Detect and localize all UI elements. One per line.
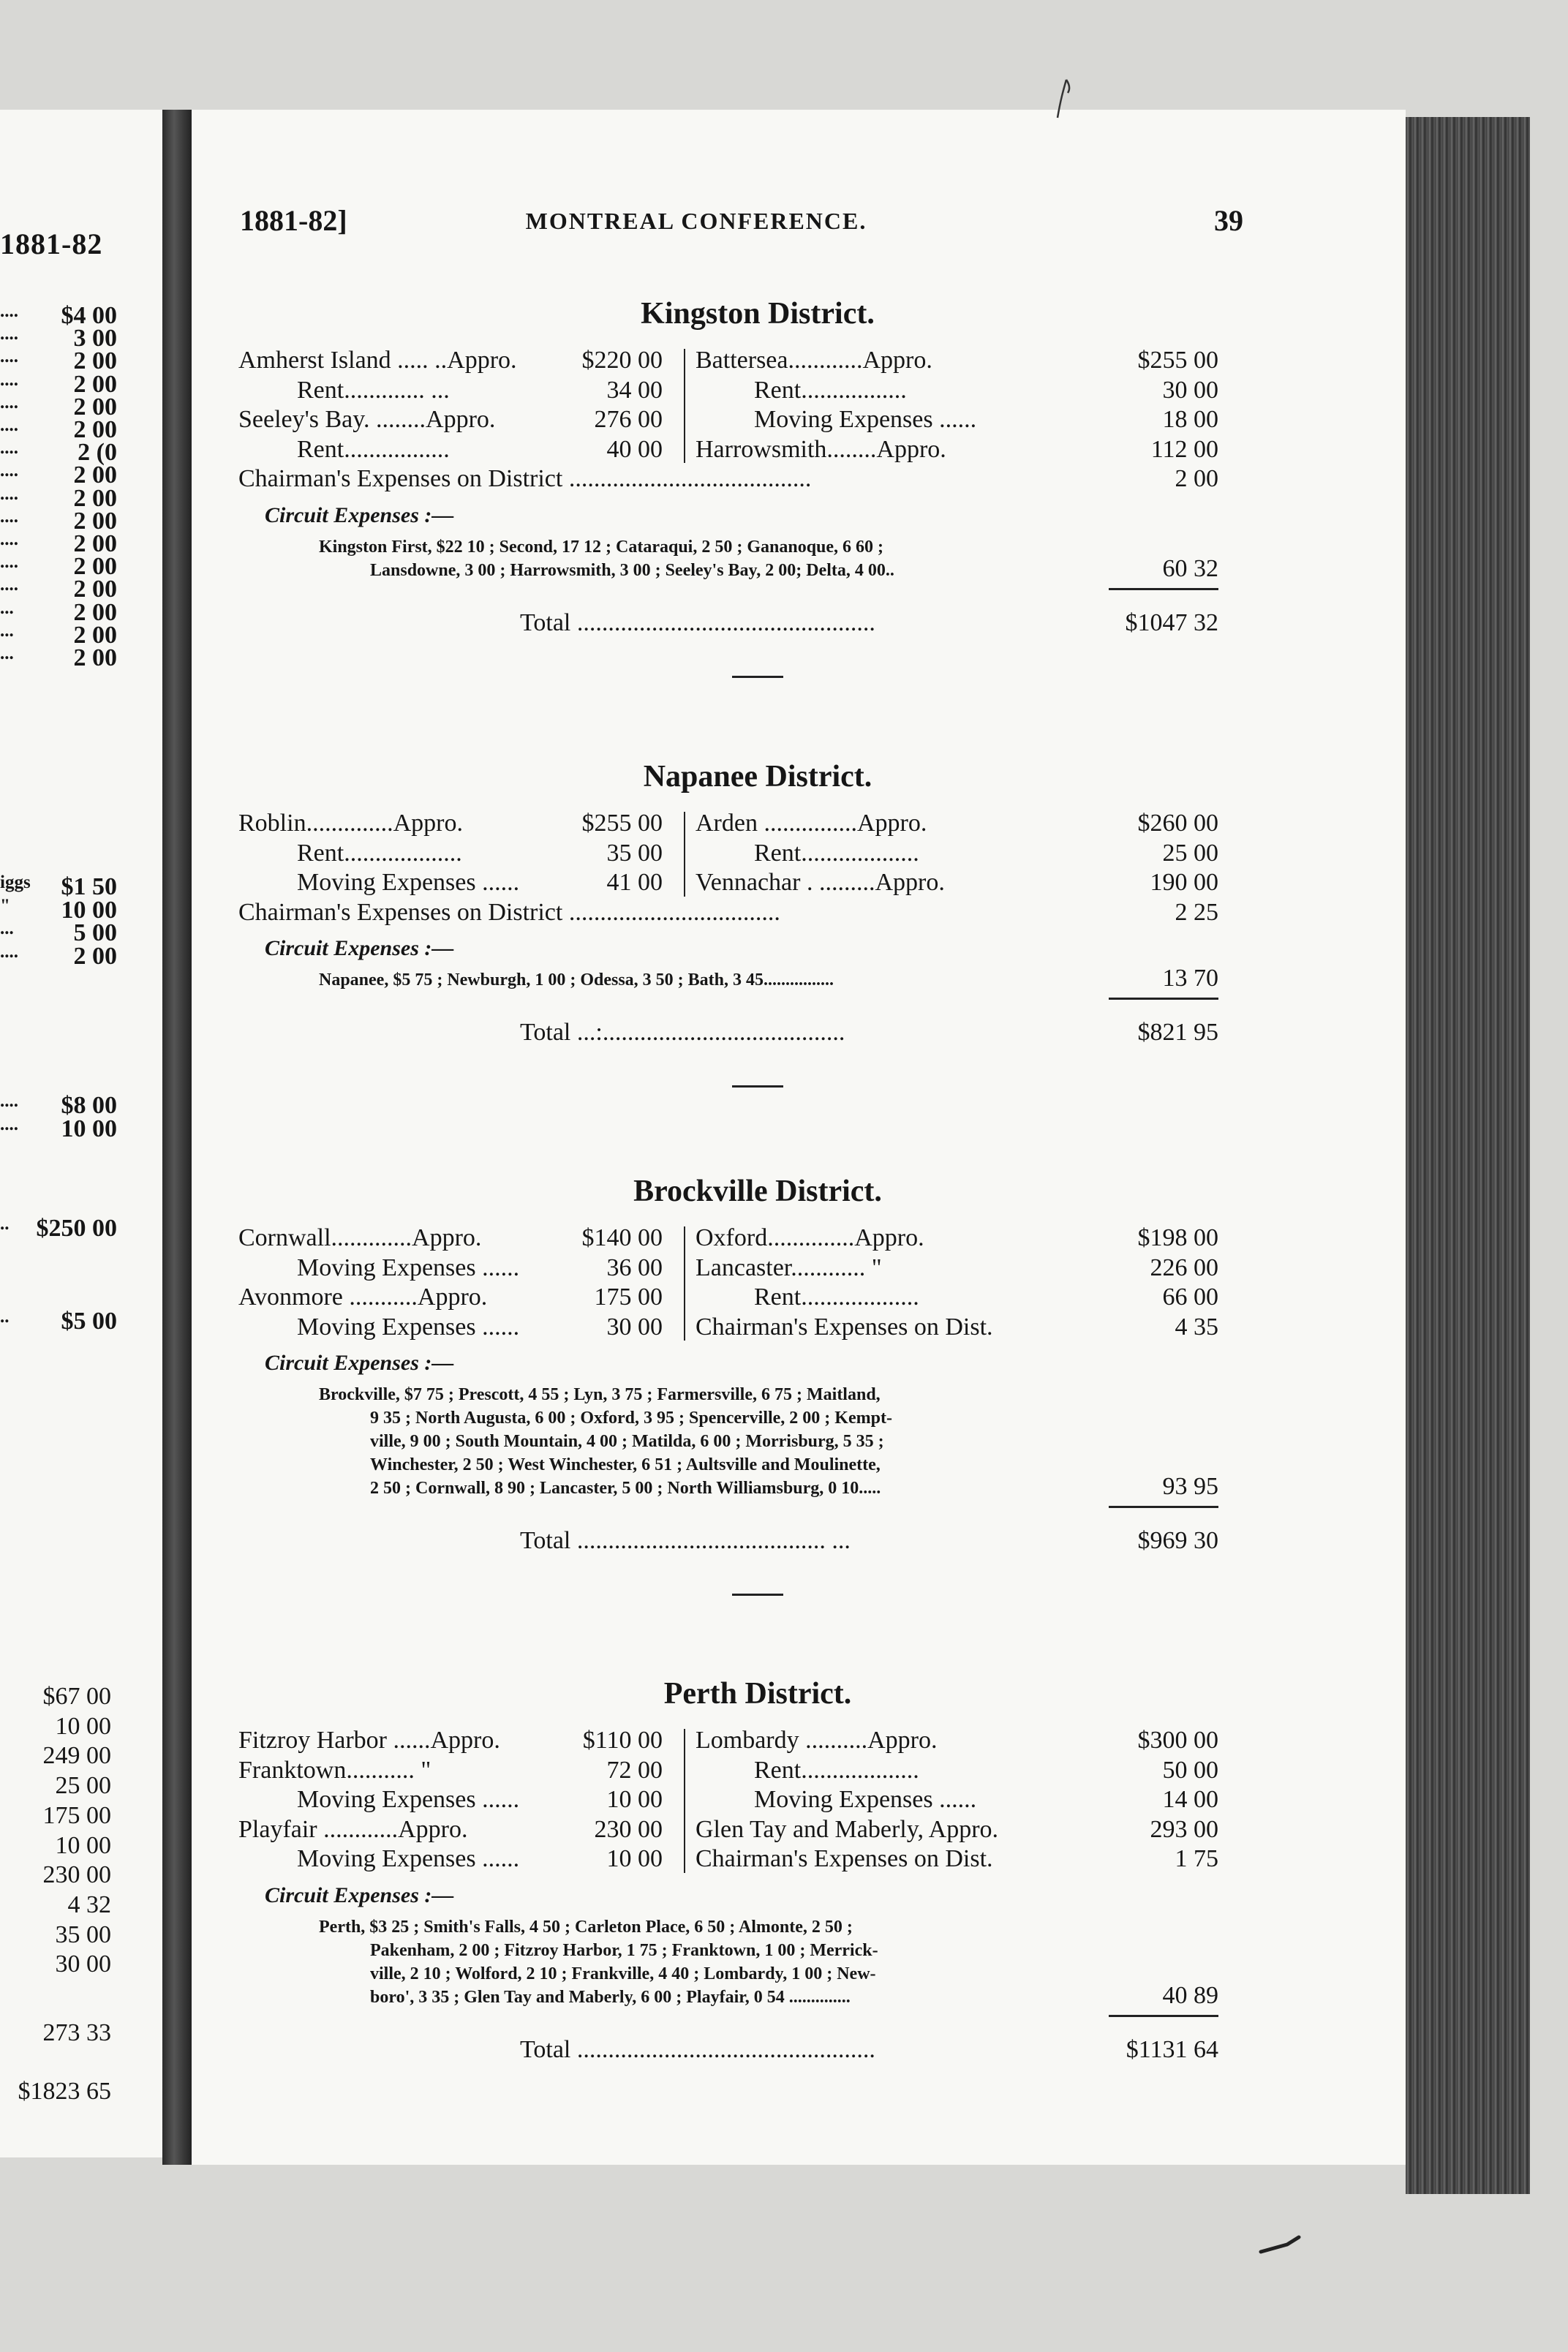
sum-rule [1109,588,1218,590]
running-header-title: MONTREAL CONFERENCE. [525,208,867,234]
previous-page-row: .... 10 00 [0,1114,117,1142]
previous-page-row-5: .. $5 00 [0,1307,117,1335]
column-divider [684,1729,685,1873]
appropriation-amount: 226 00 [1150,1254,1218,1281]
previous-page-amount: 30 00 [55,1950,111,1978]
ink-smudge-icon [1258,2234,1302,2256]
circuit-expenses-heading: Circuit Expenses :— [265,502,454,527]
section-divider [238,676,1277,678]
circuit-expenses-amount: 13 70 [1162,965,1218,992]
previous-page-row: " 10 00 [0,895,117,924]
circuit-expenses-line: boro', 3 35 ; Glen Tay and Maberly, 6 00 ; Playfair, 0 54 .............. [370,1987,851,2007]
previous-page-row: .... 2 00 [0,575,117,603]
circuit-expenses-line: Napanee, $5 75 ; Newburgh, 1 00 ; Odessa, 3 50 ; Bath, 3 45................ [319,970,834,990]
district-total-amount: $969 30 [1137,1527,1218,1554]
previous-page-row: .... $4 00 [0,301,117,329]
district-total-label: Total ...:....................................... [520,1019,845,1046]
appropriation-amount: 10 00 [606,1786,663,1813]
district-section [238,1174,1277,1627]
appropriation-amount: 1 75 [1175,1845,1218,1872]
appropriation-label: Rent............. ... [297,376,450,404]
district-title: Kingston District. [641,297,875,331]
appropriation-label: Arden ...............Appro. [696,810,927,837]
appropriation-amount: $140 00 [581,1224,663,1251]
previous-page-row-250: .. $250 00 [0,1214,117,1242]
appropriation-amount: 10 00 [606,1845,663,1872]
column-divider [684,812,685,897]
appropriation-label: Rent................. [754,376,907,404]
appropriation-amount: $198 00 [1137,1224,1218,1251]
chairman-expenses-amount: 2 00 [1175,465,1218,492]
previous-page-row: .... 2 (0 [0,438,117,467]
district-title: Napanee District. [643,760,872,794]
previous-page-row: .... 2 00 [0,369,117,398]
appropriation-amount: $220 00 [581,347,663,374]
appropriation-label: Moving Expenses ...... [297,1254,520,1281]
appropriation-label: Harrowsmith........Appro. [696,435,946,463]
appropriation-amount: 35 00 [606,839,663,867]
appropriation-amount: 40 00 [606,435,663,463]
appropriation-label: Rent................... [754,839,919,867]
appropriation-label: Lombardy ..........Appro. [696,1727,938,1754]
appropriation-amount: 66 00 [1162,1284,1218,1311]
previous-page-grand-total: $1823 65 [18,2078,111,2105]
appropriation-amount: 50 00 [1162,1756,1218,1784]
section-divider [238,1594,1277,1596]
appropriation-label: Amherst Island ..... ..Appro. [238,347,517,374]
previous-page-amount: 25 00 [55,1772,111,1800]
appropriation-label: Moving Expenses ...... [297,1786,520,1813]
district-total-amount: $1131 64 [1126,2035,1218,2063]
previous-page-amount: 10 00 [55,1712,111,1740]
previous-page-row: .... 2 00 [0,941,117,970]
district-total-amount: $821 95 [1137,1019,1218,1046]
previous-page-row: ... 5 00 [0,919,117,946]
district-total-label: Total ........................................ ... [520,1527,851,1554]
appropriation-amount: $255 00 [1137,347,1218,374]
appropriation-amount: $260 00 [1137,810,1218,837]
appropriation-label: Glen Tay and Maberly, Appro. [696,1815,999,1843]
appropriation-amount: 112 00 [1150,435,1218,463]
appropriation-amount: 41 00 [606,869,663,896]
previous-page-amount: 175 00 [42,1801,111,1829]
running-header-year: 1881-82] [240,204,347,237]
appropriation-label: Fitzroy Harbor ......Appro. [238,1727,500,1754]
previous-page-row: ... 2 00 [0,644,117,671]
previous-page-row: ... 2 00 [0,598,117,626]
appropriation-label: Battersea............Appro. [696,347,932,374]
previous-page-amount: 4 32 [67,1891,111,1918]
circuit-expenses-line: Pakenham, 2 00 ; Fitzroy Harbor, 1 75 ; Franktown, 1 00 ; Merrick- [370,1940,878,1960]
appropriation-amount: $110 00 [582,1727,663,1754]
appropriation-amount: 30 00 [1162,376,1218,404]
appropriation-amount: 34 00 [606,376,663,404]
appropriation-amount: 36 00 [606,1254,663,1281]
chairman-expenses-amount: 2 25 [1175,898,1218,926]
appropriation-amount: 230 00 [594,1815,663,1843]
district-total-label: Total ................................................ [520,608,875,636]
page-number: 39 [1214,204,1243,237]
appropriation-amount: 30 00 [606,1313,663,1341]
appropriation-label: Cornwall.............Appro. [238,1224,482,1251]
previous-page-row: .... 2 00 [0,552,117,581]
district-total-amount: $1047 32 [1125,608,1218,636]
district-title: Brockville District. [633,1175,882,1208]
appropriation-label: Moving Expenses ...... [754,406,977,433]
appropriation-label: Rent................... [754,1756,919,1784]
circuit-expenses-line: Perth, $3 25 ; Smith's Falls, 4 50 ; Carleton Place, 6 50 ; Almonte, 2 50 ; [319,1917,853,1937]
circuit-expenses-amount: 93 95 [1162,1473,1218,1500]
appropriation-amount: 14 00 [1162,1786,1218,1813]
appropriation-amount: 276 00 [594,406,663,433]
appropriation-amount: 18 00 [1162,406,1218,433]
appropriation-label: Rent................. [297,435,450,463]
sum-rule [1109,2015,1218,2017]
previous-page-row: .... $8 00 [0,1091,117,1119]
circuit-expenses-line: 9 35 ; North Augusta, 6 00 ; Oxford, 3 95 ; Spencerville, 2 00 ; Kempt- [370,1409,892,1428]
district-section [238,759,1277,1213]
appropriation-label: Seeley's Bay. ........Appro. [238,406,496,433]
circuit-expenses-line: Winchester, 2 50 ; West Winchester, 6 51 ; Aultsville and Moulinette, [370,1455,881,1474]
appropriation-label: Oxford..............Appro. [696,1224,924,1251]
appropriation-label: Moving Expenses ...... [754,1786,977,1813]
previous-page-row: ... 2 00 [0,620,117,649]
appropriation-label: Moving Expenses ...... [297,1845,520,1872]
appropriation-label: Moving Expenses ...... [297,1313,520,1341]
appropriation-amount: $300 00 [1137,1727,1218,1754]
district-total-label: Total ................................................ [520,2035,875,2063]
previous-page-row: .... 2 00 [0,483,117,512]
previous-page-row: .... 2 00 [0,506,117,535]
appropriation-label: Franktown........... " [238,1756,431,1784]
appropriation-label: Playfair ............Appro. [238,1815,468,1843]
previous-page-row: .... 2 00 [0,347,117,375]
previous-page-row: .... 2 00 [0,461,117,489]
page-block-edge [1406,117,1530,2194]
district-section [238,1676,1277,2130]
circuit-expenses-heading: Circuit Expenses :— [265,1882,454,1907]
appropriation-label: Chairman's Expenses on Dist. [696,1313,993,1341]
appropriation-label: Lancaster............ " [696,1254,882,1281]
column-divider [684,349,685,463]
circuit-expenses-line: Lansdowne, 3 00 ; Harrowsmith, 3 00 ; Seeley's Bay, 2 00; Delta, 4 00.. [370,560,894,580]
previous-page-amount: 10 00 [55,1831,111,1859]
circuit-expenses-line: 2 50 ; Cornwall, 8 90 ; Lancaster, 5 00 ; North Williamsburg, 0 10..... [370,1479,881,1498]
page-39 [192,110,1406,2165]
appropriation-amount: 190 00 [1150,869,1218,896]
circuit-expenses-heading: Circuit Expenses :— [265,1351,454,1375]
appropriation-label: Chairman's Expenses on Dist. [696,1845,993,1872]
previous-page-row: iggs $1 50 [0,872,117,900]
previous-page-amount: 230 00 [42,1861,111,1889]
previous-page-row: .... 2 00 [0,415,117,443]
sum-rule [1109,1506,1218,1508]
circuit-expenses-line: Kingston First, $22 10 ; Second, 17 12 ; Cataraqui, 2 50 ; Gananoque, 6 60 ; [319,537,884,557]
previous-page [0,110,165,2157]
appropriation-label: Vennachar . .........Appro. [696,869,945,896]
appropriation-label: Rent................... [297,839,462,867]
appropriation-label: Rent................... [754,1284,919,1311]
circuit-expenses-heading: Circuit Expenses :— [265,936,454,960]
previous-page-amount: 249 00 [42,1742,111,1770]
appropriation-amount: 4 35 [1175,1313,1218,1341]
circuit-expenses-line: ville, 2 10 ; Wolford, 2 10 ; Frankville, 4 40 ; Lombardy, 1 00 ; New- [370,1964,876,1983]
appropriation-amount: 175 00 [594,1284,663,1311]
district-title: Perth District. [663,1677,852,1711]
district-section [238,296,1277,750]
appropriation-label: Avonmore ...........Appro. [238,1284,488,1311]
circuit-expenses-amount: 40 89 [1162,1981,1218,2009]
circuit-expenses-line: Brockville, $7 75 ; Prescott, 4 55 ; Lyn, 3 75 ; Farmersville, 6 75 ; Maitland, [319,1385,881,1404]
previous-page-row: .... 2 00 [0,529,117,557]
previous-page-amount: 35 00 [55,1921,111,1948]
previous-page-subtotal: 273 33 [42,2019,111,2046]
appropriation-label: Moving Expenses ...... [297,869,520,896]
section-divider [238,1085,1277,1088]
appropriation-amount: 293 00 [1150,1815,1218,1843]
chairman-expenses-label: Chairman's Expenses on District .................................. [238,898,780,926]
appropriation-amount: $255 00 [581,810,663,837]
previous-page-row: .... 2 00 [0,392,117,421]
previous-page-row: .... 3 00 [0,324,117,353]
appropriation-amount: 25 00 [1162,839,1218,867]
chairman-expenses-label: Chairman's Expenses on District ....................................... [238,465,812,492]
book-gutter [162,110,192,2165]
previous-page-amount: $67 00 [42,1683,111,1710]
circuit-expenses-amount: 60 32 [1162,554,1218,582]
pencil-mark-icon [1053,77,1075,121]
column-divider [684,1226,685,1341]
previous-page-header: 1881-82 [0,227,103,260]
circuit-expenses-line: ville, 9 00 ; South Mountain, 4 00 ; Matilda, 6 00 ; Morrisburg, 5 35 ; [370,1432,884,1451]
sum-rule [1109,998,1218,1000]
appropriation-amount: 72 00 [606,1756,663,1784]
appropriation-label: Roblin..............Appro. [238,810,463,837]
